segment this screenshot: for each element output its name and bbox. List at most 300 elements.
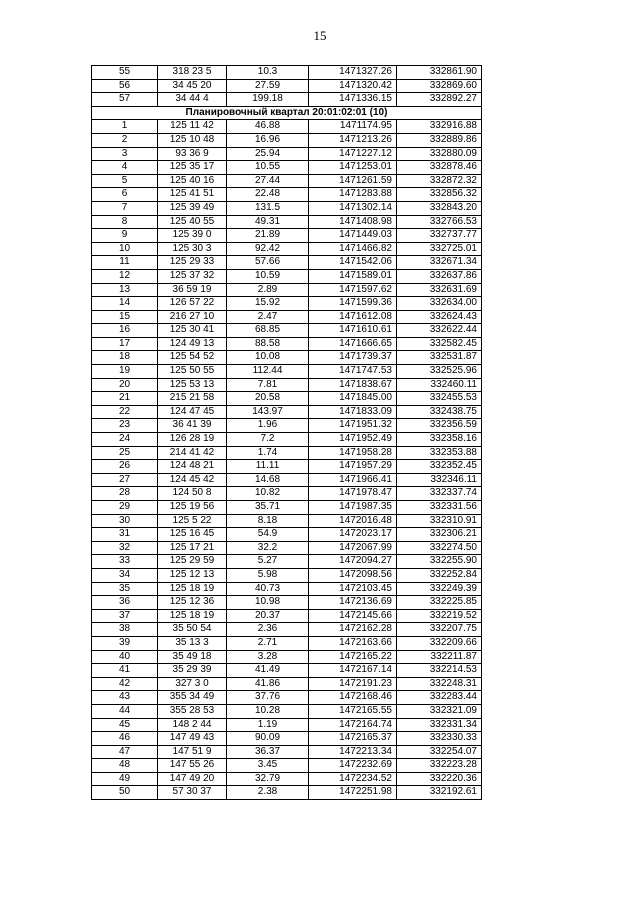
distance-cell: 14.68 [227, 473, 309, 487]
angle-cell: 125 37 32 [158, 269, 227, 283]
angle-cell: 57 30 37 [158, 786, 227, 800]
y-coordinate-cell: 332634.00 [397, 297, 482, 311]
x-coordinate-cell: 1472191.23 [309, 677, 397, 691]
x-coordinate-cell: 1471174.95 [309, 120, 397, 134]
x-coordinate-cell: 1471612.08 [309, 310, 397, 324]
y-coordinate-cell: 332856.32 [397, 188, 482, 202]
point-number-cell: 33 [92, 555, 158, 569]
point-number-cell: 5 [92, 174, 158, 188]
table-row [92, 392, 482, 406]
point-number-cell: 26 [92, 460, 158, 474]
x-coordinate-cell: 1471589.01 [309, 269, 397, 283]
distance-cell: 92.42 [227, 242, 309, 256]
angle-cell: 125 54 52 [158, 351, 227, 365]
y-coordinate-cell: 332321.09 [397, 704, 482, 718]
table-row [92, 201, 482, 215]
angle-cell: 148 2 44 [158, 718, 227, 732]
point-number-cell: 32 [92, 541, 158, 555]
table-row [92, 704, 482, 718]
distance-cell: 41.86 [227, 677, 309, 691]
angle-cell: 125 12 36 [158, 596, 227, 610]
x-coordinate-cell: 1472168.46 [309, 691, 397, 705]
point-number-cell: 31 [92, 528, 158, 542]
angle-cell: 125 12 13 [158, 568, 227, 582]
x-coordinate-cell: 1472234.52 [309, 772, 397, 786]
point-number-cell: 2 [92, 133, 158, 147]
x-coordinate-cell: 1472163.66 [309, 636, 397, 650]
angle-cell: 125 16 45 [158, 528, 227, 542]
point-number-cell: 41 [92, 664, 158, 678]
table-row [92, 419, 482, 433]
x-coordinate-cell: 1471951.32 [309, 419, 397, 433]
distance-cell: 7.81 [227, 378, 309, 392]
point-number-cell: 1 [92, 120, 158, 134]
x-coordinate-cell: 1471978.47 [309, 487, 397, 501]
point-number-cell: 28 [92, 487, 158, 501]
distance-cell: 27.44 [227, 174, 309, 188]
angle-cell: 124 47 45 [158, 405, 227, 419]
y-coordinate-cell: 332352.45 [397, 460, 482, 474]
point-number-cell: 36 [92, 596, 158, 610]
section-header-row [92, 106, 482, 120]
distance-cell: 112.44 [227, 365, 309, 379]
point-number-cell: 10 [92, 242, 158, 256]
distance-cell: 8.18 [227, 514, 309, 528]
table-row [92, 636, 482, 650]
y-coordinate-cell: 332211.87 [397, 650, 482, 664]
table-row [92, 93, 482, 107]
x-coordinate-cell: 1471987.35 [309, 501, 397, 515]
angle-cell: 34 45 20 [158, 79, 227, 93]
x-coordinate-cell: 1471610.61 [309, 324, 397, 338]
point-number-cell: 34 [92, 568, 158, 582]
x-coordinate-cell: 1471327.26 [309, 66, 397, 80]
distance-cell: 20.37 [227, 609, 309, 623]
distance-cell: 40.73 [227, 582, 309, 596]
x-coordinate-cell: 1471227.12 [309, 147, 397, 161]
point-number-cell: 19 [92, 365, 158, 379]
distance-cell: 10.28 [227, 704, 309, 718]
distance-cell: 5.27 [227, 555, 309, 569]
table-row [92, 555, 482, 569]
angle-cell: 214 41 42 [158, 446, 227, 460]
distance-cell: 10.08 [227, 351, 309, 365]
point-number-cell: 20 [92, 378, 158, 392]
angle-cell: 125 30 41 [158, 324, 227, 338]
x-coordinate-cell: 1471597.62 [309, 283, 397, 297]
distance-cell: 27.59 [227, 79, 309, 93]
table-row [92, 650, 482, 664]
x-coordinate-cell: 1471213.26 [309, 133, 397, 147]
point-number-cell: 50 [92, 786, 158, 800]
y-coordinate-cell: 332346.11 [397, 473, 482, 487]
table-row [92, 242, 482, 256]
point-number-cell: 35 [92, 582, 158, 596]
x-coordinate-cell: 1471253.01 [309, 161, 397, 175]
table-row [92, 120, 482, 134]
y-coordinate-cell: 332737.77 [397, 229, 482, 243]
table-row [92, 365, 482, 379]
x-coordinate-cell: 1471466.82 [309, 242, 397, 256]
distance-cell: 2.38 [227, 786, 309, 800]
point-number-cell: 23 [92, 419, 158, 433]
distance-cell: 35.71 [227, 501, 309, 515]
point-number-cell: 55 [92, 66, 158, 80]
coordinates-table [91, 65, 482, 800]
x-coordinate-cell: 1472098.56 [309, 568, 397, 582]
x-coordinate-cell: 1472232.69 [309, 759, 397, 773]
distance-cell: 11.11 [227, 460, 309, 474]
table-row [92, 460, 482, 474]
table-row [92, 732, 482, 746]
x-coordinate-cell: 1472016.48 [309, 514, 397, 528]
point-number-cell: 13 [92, 283, 158, 297]
point-number-cell: 16 [92, 324, 158, 338]
y-coordinate-cell: 332531.87 [397, 351, 482, 365]
table-row [92, 623, 482, 637]
y-coordinate-cell: 332337.74 [397, 487, 482, 501]
point-number-cell: 49 [92, 772, 158, 786]
table-row [92, 215, 482, 229]
angle-cell: 147 55 26 [158, 759, 227, 773]
x-coordinate-cell: 1472165.22 [309, 650, 397, 664]
table-row [92, 745, 482, 759]
x-coordinate-cell: 1472164.74 [309, 718, 397, 732]
distance-cell: 10.98 [227, 596, 309, 610]
x-coordinate-cell: 1471320.42 [309, 79, 397, 93]
point-number-cell: 11 [92, 256, 158, 270]
point-number-cell: 29 [92, 501, 158, 515]
table-row [92, 501, 482, 515]
x-coordinate-cell: 1471838.67 [309, 378, 397, 392]
distance-cell: 2.71 [227, 636, 309, 650]
distance-cell: 143.97 [227, 405, 309, 419]
x-coordinate-cell: 1471747.53 [309, 365, 397, 379]
distance-cell: 49.31 [227, 215, 309, 229]
y-coordinate-cell: 332225.85 [397, 596, 482, 610]
angle-cell: 125 11 42 [158, 120, 227, 134]
x-coordinate-cell: 1472213.34 [309, 745, 397, 759]
x-coordinate-cell: 1471958.28 [309, 446, 397, 460]
angle-cell: 125 17 21 [158, 541, 227, 555]
table-row [92, 229, 482, 243]
angle-cell: 355 34 49 [158, 691, 227, 705]
x-coordinate-cell: 1471739.37 [309, 351, 397, 365]
table-row [92, 66, 482, 80]
angle-cell: 124 49 13 [158, 337, 227, 351]
angle-cell: 125 10 48 [158, 133, 227, 147]
angle-cell: 125 5 22 [158, 514, 227, 528]
table-row [92, 514, 482, 528]
point-number-cell: 40 [92, 650, 158, 664]
y-coordinate-cell: 332252.84 [397, 568, 482, 582]
distance-cell: 46.88 [227, 120, 309, 134]
x-coordinate-cell: 1472165.37 [309, 732, 397, 746]
y-coordinate-cell: 332220.36 [397, 772, 482, 786]
point-number-cell: 43 [92, 691, 158, 705]
distance-cell: 68.85 [227, 324, 309, 338]
angle-cell: 147 49 43 [158, 732, 227, 746]
x-coordinate-cell: 1472251.98 [309, 786, 397, 800]
y-coordinate-cell: 332671.34 [397, 256, 482, 270]
x-coordinate-cell: 1471408.98 [309, 215, 397, 229]
y-coordinate-cell: 332331.56 [397, 501, 482, 515]
distance-cell: 5.98 [227, 568, 309, 582]
table-row [92, 487, 482, 501]
y-coordinate-cell: 332624.43 [397, 310, 482, 324]
point-number-cell: 12 [92, 269, 158, 283]
x-coordinate-cell: 1471952.49 [309, 433, 397, 447]
table-row [92, 324, 482, 338]
table-row [92, 337, 482, 351]
point-number-cell: 57 [92, 93, 158, 107]
y-coordinate-cell: 332455.53 [397, 392, 482, 406]
table-row [92, 541, 482, 555]
y-coordinate-cell: 332219.52 [397, 609, 482, 623]
x-coordinate-cell: 1472162.28 [309, 623, 397, 637]
point-number-cell: 3 [92, 147, 158, 161]
point-number-cell: 37 [92, 609, 158, 623]
x-coordinate-cell: 1472103.45 [309, 582, 397, 596]
angle-cell: 125 18 19 [158, 582, 227, 596]
angle-cell: 216 27 10 [158, 310, 227, 324]
angle-cell: 124 50 8 [158, 487, 227, 501]
distance-cell: 57.66 [227, 256, 309, 270]
table-row [92, 772, 482, 786]
y-coordinate-cell: 332209.66 [397, 636, 482, 650]
point-number-cell: 6 [92, 188, 158, 202]
table-row [92, 596, 482, 610]
angle-cell: 93 36 9 [158, 147, 227, 161]
x-coordinate-cell: 1471283.88 [309, 188, 397, 202]
distance-cell: 3.45 [227, 759, 309, 773]
table-row [92, 664, 482, 678]
y-coordinate-cell: 332214.53 [397, 664, 482, 678]
distance-cell: 20.58 [227, 392, 309, 406]
distance-cell: 25.94 [227, 147, 309, 161]
angle-cell: 125 29 33 [158, 256, 227, 270]
distance-cell: 37.76 [227, 691, 309, 705]
table-body-section [92, 120, 482, 800]
x-coordinate-cell: 1472136.69 [309, 596, 397, 610]
distance-cell: 16.96 [227, 133, 309, 147]
angle-cell: 35 13 3 [158, 636, 227, 650]
distance-cell: 199.18 [227, 93, 309, 107]
y-coordinate-cell: 332878.46 [397, 161, 482, 175]
distance-cell: 54.9 [227, 528, 309, 542]
section-header-body [92, 106, 482, 120]
table-row [92, 297, 482, 311]
y-coordinate-cell: 332192.61 [397, 786, 482, 800]
y-coordinate-cell: 332637.86 [397, 269, 482, 283]
table-row [92, 405, 482, 419]
y-coordinate-cell: 332766.53 [397, 215, 482, 229]
y-coordinate-cell: 332356.59 [397, 419, 482, 433]
y-coordinate-cell: 332207.75 [397, 623, 482, 637]
distance-cell: 2.36 [227, 623, 309, 637]
table-row [92, 161, 482, 175]
angle-cell: 36 41 39 [158, 419, 227, 433]
table-body-previous-block [92, 66, 482, 107]
point-number-cell: 27 [92, 473, 158, 487]
y-coordinate-cell: 332331.34 [397, 718, 482, 732]
distance-cell: 32.79 [227, 772, 309, 786]
distance-cell: 36.37 [227, 745, 309, 759]
table-row [92, 446, 482, 460]
distance-cell: 32.2 [227, 541, 309, 555]
angle-cell: 327 3 0 [158, 677, 227, 691]
x-coordinate-cell: 1471336.15 [309, 93, 397, 107]
x-coordinate-cell: 1471845.00 [309, 392, 397, 406]
table-row [92, 351, 482, 365]
distance-cell: 131.5 [227, 201, 309, 215]
x-coordinate-cell: 1471599.36 [309, 297, 397, 311]
distance-cell: 2.89 [227, 283, 309, 297]
y-coordinate-cell: 332248.31 [397, 677, 482, 691]
angle-cell: 125 41 51 [158, 188, 227, 202]
angle-cell: 125 39 49 [158, 201, 227, 215]
point-number-cell: 17 [92, 337, 158, 351]
distance-cell: 88.58 [227, 337, 309, 351]
point-number-cell: 44 [92, 704, 158, 718]
point-number-cell: 25 [92, 446, 158, 460]
point-number-cell: 15 [92, 310, 158, 324]
distance-cell: 2.47 [227, 310, 309, 324]
angle-cell: 125 53 13 [158, 378, 227, 392]
angle-cell: 355 28 53 [158, 704, 227, 718]
point-number-cell: 42 [92, 677, 158, 691]
angle-cell: 35 50 54 [158, 623, 227, 637]
y-coordinate-cell: 332892.27 [397, 93, 482, 107]
point-number-cell: 48 [92, 759, 158, 773]
section-title: Планировочный квартал 20:01:02:01 (10) [92, 106, 482, 120]
angle-cell: 125 29 59 [158, 555, 227, 569]
table-row [92, 174, 482, 188]
distance-cell: 10.59 [227, 269, 309, 283]
point-number-cell: 45 [92, 718, 158, 732]
angle-cell: 36 59 19 [158, 283, 227, 297]
distance-cell: 1.19 [227, 718, 309, 732]
table-row [92, 433, 482, 447]
point-number-cell: 18 [92, 351, 158, 365]
angle-cell: 35 29 39 [158, 664, 227, 678]
table-row [92, 568, 482, 582]
angle-cell: 35 49 18 [158, 650, 227, 664]
angle-cell: 125 50 55 [158, 365, 227, 379]
y-coordinate-cell: 332843.20 [397, 201, 482, 215]
table-row [92, 147, 482, 161]
table-row [92, 718, 482, 732]
x-coordinate-cell: 1471449.03 [309, 229, 397, 243]
distance-cell: 10.3 [227, 66, 309, 80]
distance-cell: 21.89 [227, 229, 309, 243]
y-coordinate-cell: 332869.60 [397, 79, 482, 93]
table-row [92, 188, 482, 202]
x-coordinate-cell: 1471261.59 [309, 174, 397, 188]
y-coordinate-cell: 332872.32 [397, 174, 482, 188]
table-row [92, 677, 482, 691]
point-number-cell: 46 [92, 732, 158, 746]
y-coordinate-cell: 332254.07 [397, 745, 482, 759]
y-coordinate-cell: 332631.69 [397, 283, 482, 297]
table-row [92, 269, 482, 283]
y-coordinate-cell: 332889.86 [397, 133, 482, 147]
y-coordinate-cell: 332916.88 [397, 120, 482, 134]
angle-cell: 125 30 3 [158, 242, 227, 256]
point-number-cell: 39 [92, 636, 158, 650]
point-number-cell: 24 [92, 433, 158, 447]
distance-cell: 3.28 [227, 650, 309, 664]
distance-cell: 1.74 [227, 446, 309, 460]
point-number-cell: 30 [92, 514, 158, 528]
distance-cell: 41.49 [227, 664, 309, 678]
angle-cell: 126 57 22 [158, 297, 227, 311]
table-row [92, 582, 482, 596]
table-row [92, 256, 482, 270]
y-coordinate-cell: 332861.90 [397, 66, 482, 80]
table-row [92, 79, 482, 93]
y-coordinate-cell: 332525.96 [397, 365, 482, 379]
distance-cell: 1.96 [227, 419, 309, 433]
page-number: 15 [313, 28, 327, 43]
angle-cell: 125 19 56 [158, 501, 227, 515]
table-row [92, 609, 482, 623]
y-coordinate-cell: 332223.28 [397, 759, 482, 773]
angle-cell: 125 40 16 [158, 174, 227, 188]
y-coordinate-cell: 332353.88 [397, 446, 482, 460]
angle-cell: 124 45 42 [158, 473, 227, 487]
table-row [92, 786, 482, 800]
distance-cell: 7.2 [227, 433, 309, 447]
table-row [92, 691, 482, 705]
x-coordinate-cell: 1471302.14 [309, 201, 397, 215]
table-row [92, 133, 482, 147]
angle-cell: 125 18 19 [158, 609, 227, 623]
y-coordinate-cell: 332582.45 [397, 337, 482, 351]
x-coordinate-cell: 1471542.06 [309, 256, 397, 270]
y-coordinate-cell: 332438.75 [397, 405, 482, 419]
angle-cell: 215 21 58 [158, 392, 227, 406]
y-coordinate-cell: 332306.21 [397, 528, 482, 542]
x-coordinate-cell: 1472094.27 [309, 555, 397, 569]
point-number-cell: 47 [92, 745, 158, 759]
angle-cell: 126 28 19 [158, 433, 227, 447]
y-coordinate-cell: 332310.91 [397, 514, 482, 528]
x-coordinate-cell: 1471966.41 [309, 473, 397, 487]
point-number-cell: 4 [92, 161, 158, 175]
y-coordinate-cell: 332249.39 [397, 582, 482, 596]
table-row [92, 283, 482, 297]
y-coordinate-cell: 332330.33 [397, 732, 482, 746]
angle-cell: 124 48 21 [158, 460, 227, 474]
point-number-cell: 7 [92, 201, 158, 215]
point-number-cell: 56 [92, 79, 158, 93]
x-coordinate-cell: 1471666.65 [309, 337, 397, 351]
angle-cell: 147 51 9 [158, 745, 227, 759]
table-row [92, 528, 482, 542]
angle-cell: 125 39 0 [158, 229, 227, 243]
x-coordinate-cell: 1471833.09 [309, 405, 397, 419]
angle-cell: 125 40 55 [158, 215, 227, 229]
distance-cell: 15.92 [227, 297, 309, 311]
y-coordinate-cell: 332880.09 [397, 147, 482, 161]
y-coordinate-cell: 332460.11 [397, 378, 482, 392]
x-coordinate-cell: 1472167.14 [309, 664, 397, 678]
point-number-cell: 38 [92, 623, 158, 637]
point-number-cell: 21 [92, 392, 158, 406]
angle-cell: 147 49 20 [158, 772, 227, 786]
angle-cell: 125 35 17 [158, 161, 227, 175]
